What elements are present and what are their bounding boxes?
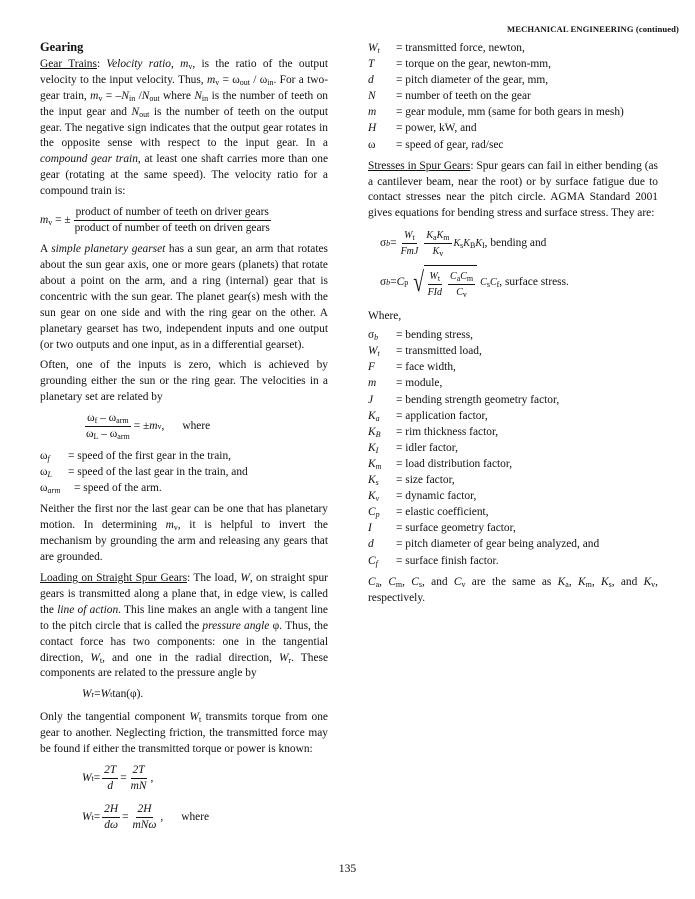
definition-row: $K_I$ = idler factor, (368, 441, 458, 455)
definition-row: d = pitch diameter of gear being analyzed, and (368, 538, 600, 551)
definition-row: d = pitch diameter of the gear, mm, (368, 74, 549, 87)
bending-stress-equation: σ b = $\frac{W_t}{\text{FmJ}}$ $\frac{K_aK_m}{K_v}$ $K_sK_BK_I$ , bending and (380, 230, 547, 259)
definition-row: $K_v$ = dynamic factor, (368, 490, 477, 504)
definition-row: N = number of teeth on the gear (368, 90, 531, 103)
radical-sign: √ (413, 267, 425, 299)
running-head: MECHANICAL ENGINEERING (continued) (507, 24, 679, 34)
gear-trains-paragraph: Gear Trains: Velocity ratio, $m_v$, is the ratio of the output velocity to the input velocity. Thus, $m_v = \omega_{out} / \omega_{in}$. For a two-gear train, $m_v = -N_{in}$ $/N_{out}$ where $N_{in}$ is the number of teeth on the input gear and $N_{out}$ is the number of teeth on the output gear. The negative sign indicates that the output gear rotates in the opposite sense with respect to the input gear. In a compound gear train, at least one shaft carries more than one gear (rotating at the same speed). The velocity ratio for a compound train is: (40, 57, 329, 198)
often-paragraph: Often, one of the inputs is zero, which is achieved by grounding either the sun or the ring gear. The velocities in a planetary set are related by (40, 359, 328, 404)
page-number: 135 (338, 862, 357, 875)
definition-row: $K_m$ = load distribution factor, (368, 457, 513, 471)
left-column (40, 40, 328, 839)
definition-row: I = surface geometry factor, (368, 522, 516, 535)
definition-row: F = face width, (368, 361, 456, 374)
definition-row: $\sigma_b$ = bending stress, (368, 329, 473, 343)
stress-definitions (368, 327, 658, 568)
loading-paragraph: Loading on Straight Spur Gears: The load, W, on straight spur gears is transmitted along a plane that, in edge view, is called the line of action. This line makes an angle with a tangent line to the pitch circle that is called the pressure angle φ. Thus, the contact force has two components: one in the tangential direction, $W_t$, and one in the radial direction, $W_r$. These components are related to the pressure angle by (40, 572, 329, 680)
definition-row: J = bending strength geometry factor, (368, 393, 560, 406)
closing-paragraph: $C_a$, $C_m$, $C_s$, and $C_v$ are the same as $K_a$, $K_m$, $K_s$, and $K_v$, respectively. (368, 575, 659, 604)
definition-row: $C_f$ = surface finish factor. (368, 554, 499, 568)
definition-row: ω = speed of gear, rad/sec (368, 138, 504, 151)
definition-row: $\omega_f$ = speed of the first gear in the train, (40, 450, 231, 464)
force-definitions (368, 40, 658, 153)
definition-row: H = power, kW, and (368, 122, 477, 135)
velocity-ratio-equation: $m_v$ = ± $\frac{\text{product of number of teeth on driver gears}}{\text{product of number of teeth on driven gears}}$ (40, 206, 270, 235)
definition-row: $C_p$ = elastic coefficient, (368, 506, 489, 520)
only-paragraph: Only the tangential component $W_t$ transmits torque from one gear to another. Neglecting friction, the transmitted force may be found if either the transmitted torque or power is known: (40, 711, 328, 756)
definition-row: $K_B$ = rim thickness factor, (368, 425, 499, 439)
definition-row: $K_a$ = application factor, (368, 409, 488, 423)
planetary-velocity-equation: $\frac{\omega_f - \omega_{arm}}{\omega_L - \omega_{arm}}$ = ± m v , where (86, 412, 211, 442)
definition-row: T = torque on the gear, newton-mm, (368, 58, 551, 71)
surface-stress-equation: σ b = C p √ $\frac{W_t}{\text{FId}}$ $\frac{C_aC_m}{C_v}$ $C_sC_f$ , surface stress. (380, 267, 569, 300)
neither-paragraph: Neither the first nor the last gear can be one that has planetary motion. In determining $m_v$, it is helpful to invert the mechanism by grounding the arm and releasing any gears that are grounded. (40, 503, 328, 564)
definition-row: $K_s$ = size factor, (368, 474, 455, 488)
definition-row: m = module, (368, 377, 443, 390)
definition-row: $\omega_{arm}$ = speed of the arm. (40, 482, 162, 496)
radial-force-equation: W r = W t tan(φ). (82, 688, 144, 701)
power-force-equation: W t = $\frac{2H}{d\omega}$ = $\frac{2H}{\text{mNω}}$ , where (82, 803, 210, 831)
definition-row: $\omega_L$ = speed of the last gear in the train, and (40, 466, 248, 480)
planetary-definitions (40, 448, 328, 496)
section-heading-gearing: Gearing (40, 40, 84, 54)
stresses-paragraph: Stresses in Spur Gears: Spur gears can fail in either bending (as a cantilever beam, near the root) or by surface fatigue due to contact stresses near the pitch circle. AGMA Standard 2001 gives equations for bending stress and surface stress. They are: (368, 159, 658, 220)
planetary-paragraph: A simple planetary gearset has a sun gear, an arm that rotates about the sun gear axis, one or more gears (planets) that rotate about a point on the arm, and a ring (internal) gear that is concentric with the sun gear. The planet gear(s) mesh with the sun gear on one side and with the ring gear on the other. A planetary gearset has two, independent inputs and one output (or two outputs and one input, as in a differential gearset). (40, 243, 328, 351)
where-label: Where, (368, 310, 402, 323)
definition-row: m = gear module, mm (same for both gears in mesh) (368, 106, 624, 119)
definition-row: $W_t$ = transmitted force, newton, (368, 42, 525, 55)
torque-force-equation: W t = $\frac{2T}{d}$ = $\frac{2T}{mN}$ , (82, 764, 154, 792)
right-column (368, 40, 658, 611)
definition-row: $W_t$ = transmitted load, (368, 345, 482, 359)
